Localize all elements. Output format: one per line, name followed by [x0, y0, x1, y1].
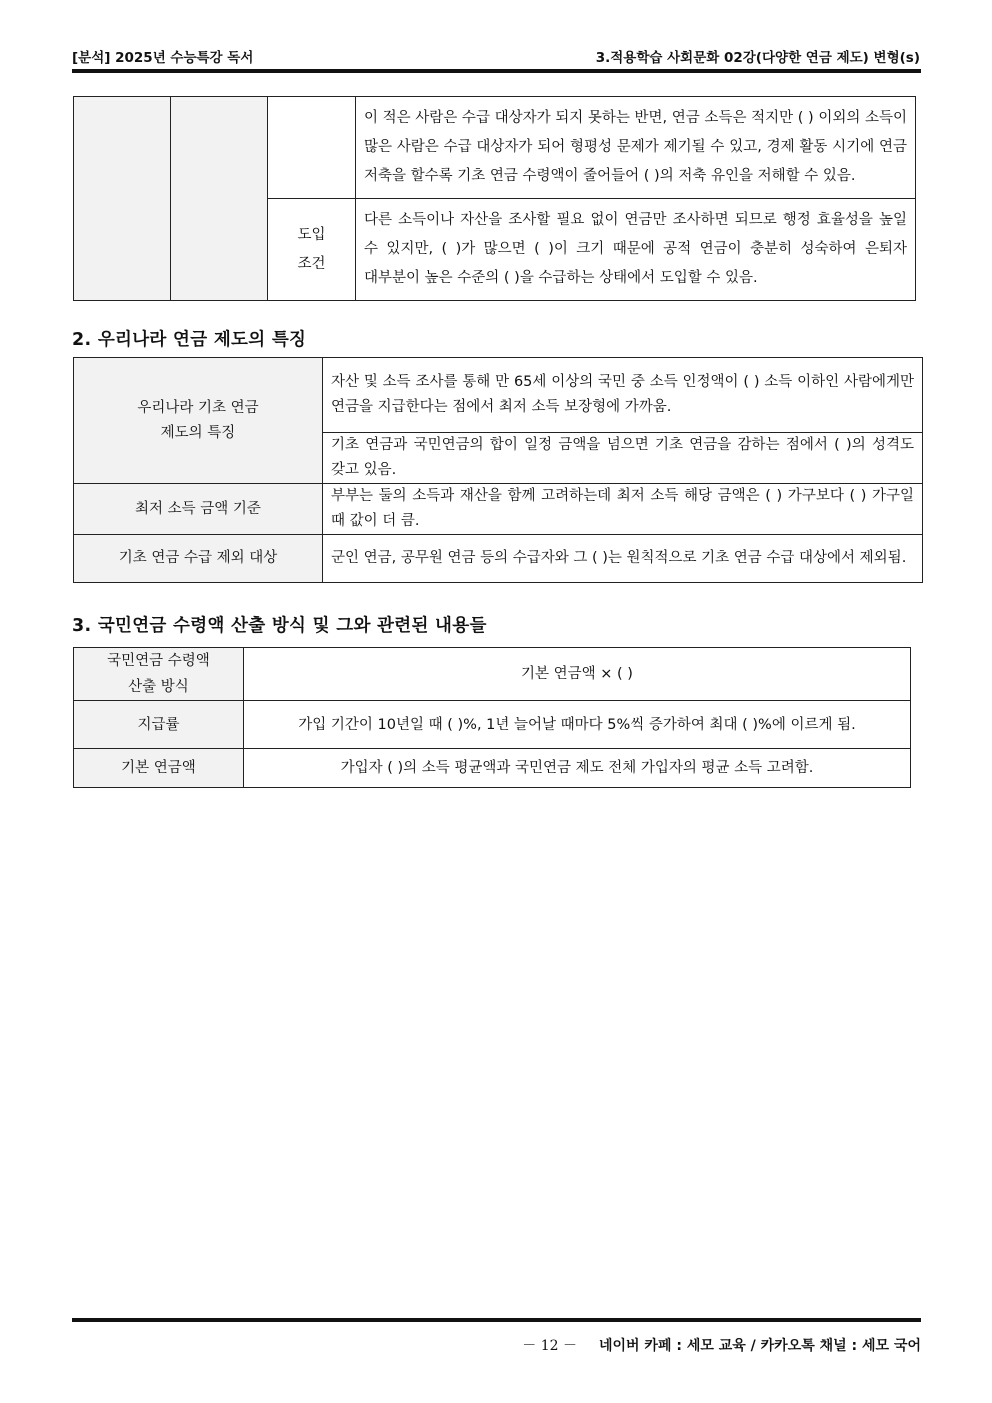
table-cell-text: 자산 및 소득 조사를 통해 만 65세 이상의 국민 중 소득 인정액이 ( ) 소득 이하인 사람에게만 연금을 지급한다는 점에서 최저 소득 보장형에 가까움.: [323, 358, 923, 433]
table-cell-text: 다른 소득이나 자산을 조사할 필요 없이 연금만 조사하면 되므로 행정 효율성을 높일 수 있지만, ( )가 많으면 ( )이 크기 때문에 공적 연금이 충분히 성숙하여 은퇴자 대부분이 높은 수준의 ( )을 수급하는 상태에서 도입할 수 있음.: [356, 199, 916, 301]
national-pension-table: [73, 647, 911, 788]
table-cell-empty: [74, 97, 171, 301]
footer-rule: [72, 1318, 921, 1322]
table-row-label: 최저 소득 금액 기준: [74, 484, 323, 535]
continued-table: [73, 96, 916, 301]
table-cell-text: 가입 기간이 10년일 때 ( )%, 1년 늘어날 때마다 5%씩 증가하여 최대 ( )%에 이르게 됨.: [244, 701, 911, 749]
table-row-label: 지급률: [74, 701, 244, 749]
table-cell-text: 이 적은 사람은 수급 대상자가 되지 못하는 반면, 연금 소득은 적지만 ( ) 이외의 소득이 많은 사람은 수급 대상자가 되어 형평성 문제가 제기될 수 있고, 경제 활동 시기에 연금 저축을 할수록 기초 연금 수령액이 줄어들어 ( )의 저축 유인을 저해할 수 있음.: [356, 97, 916, 199]
header-rule: [72, 69, 921, 73]
table-row-label: 국민연금 수령액 산출 방식: [74, 648, 244, 701]
table-row-label: 기본 연금액: [74, 749, 244, 788]
korea-pension-table: [73, 357, 923, 583]
table-row-label: 도입 조건: [268, 199, 356, 301]
table-row-label: 기초 연금 수급 제외 대상: [74, 535, 323, 583]
table-cell-text: 부부는 둘의 소득과 재산을 함께 고려하는데 최저 소득 해당 금액은 ( ) 가구보다 ( ) 가구일 때 값이 더 큼.: [323, 484, 923, 535]
footer-credit: 네이버 카페 : 세모 교육 / 카카오톡 채널 : 세모 국어: [598, 1338, 921, 1354]
header-right-title: 3.적용학습 사회문화 02강(다양한 연금 제도) 변형(s): [595, 50, 920, 66]
page-number: － 12 －: [522, 1338, 577, 1354]
header-left-title: [분석] 2025년 수능특강 독서: [72, 50, 254, 66]
table-cell-text: 기초 연금과 국민연금의 합이 일정 금액을 넘으면 기초 연금을 감하는 점에서 ( )의 성격도 갖고 있음.: [323, 433, 923, 484]
page-header: [72, 44, 920, 66]
table-cell-text: 기본 연금액 × ( ): [244, 648, 911, 701]
table-cell-text: 가입자 ( )의 소득 평균액과 국민연금 제도 전체 가입자의 평균 소득 고려함.: [244, 749, 911, 788]
table-cell-empty: [171, 97, 268, 301]
table-row-label: 우리나라 기초 연금 제도의 특징: [74, 358, 323, 484]
section-title: 2. 우리나라 연금 제도의 특징: [72, 330, 307, 350]
section-title: 3. 국민연금 수령액 산출 방식 및 그와 관련된 내용들: [72, 616, 487, 636]
table-cell-empty: [268, 97, 356, 199]
table-cell-text: 군인 연금, 공무원 연금 등의 수급자와 그 ( )는 원칙적으로 기초 연금 수급 대상에서 제외됨.: [323, 535, 923, 583]
page-footer: [72, 1335, 921, 1359]
